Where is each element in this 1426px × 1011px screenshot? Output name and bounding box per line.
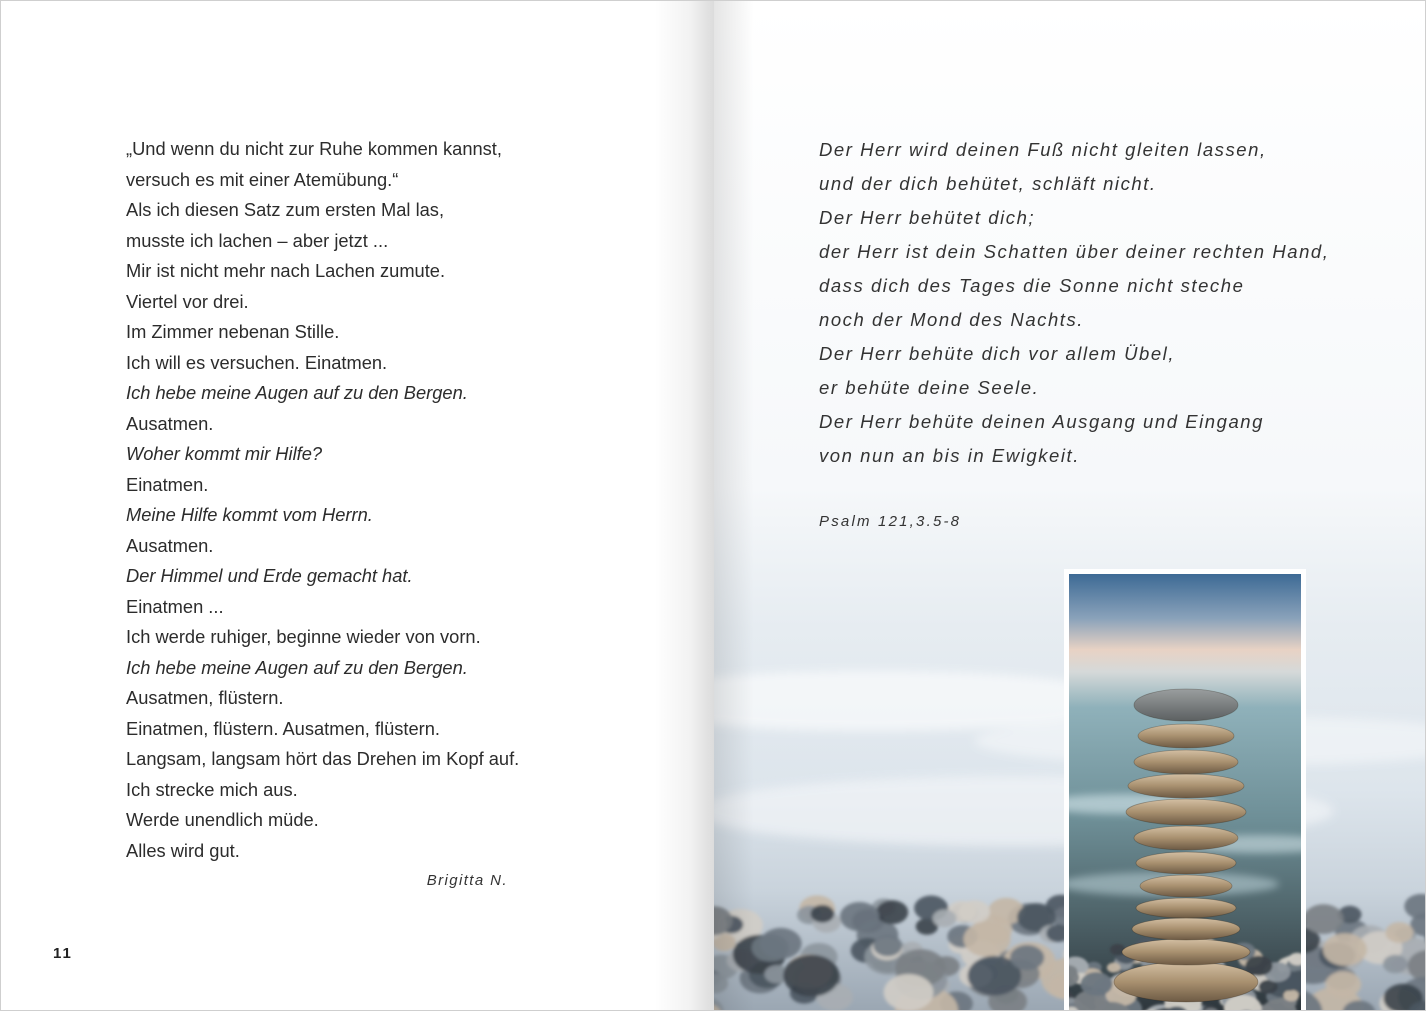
author-signature: Brigitta N.	[426, 872, 508, 889]
stacked-stones-photo-frame	[1064, 569, 1306, 1011]
poem-line: Werde unendlich müde.	[126, 809, 319, 830]
stacked-stones-photo	[1069, 574, 1301, 1011]
psalm-reference: Psalm 121,3.5-8	[819, 513, 962, 530]
page-number: 11	[53, 945, 73, 962]
stacked-stone	[1140, 875, 1232, 897]
psalm-line: noch der Mond des Nachts.	[819, 309, 1084, 330]
left-page	[1, 1, 714, 1011]
poem-line: Ich werde ruhiger, beginne wieder von vorn.	[126, 626, 481, 647]
psalm-line: der Herr ist dein Schatten über deiner rechten Hand,	[819, 241, 1330, 262]
stacked-stone	[1126, 799, 1246, 825]
poem-line: Einatmen.	[126, 473, 209, 495]
poem-line: Im Zimmer nebenan Stille.	[126, 321, 340, 342]
poem	[126, 134, 546, 866]
poem-line: Der Himmel und Erde gemacht hat.	[126, 565, 413, 586]
gutter-shadow	[654, 1, 714, 1011]
psalm-text	[819, 133, 1379, 473]
poem-line: Mir ist nicht mehr nach Lachen zumute.	[126, 260, 446, 281]
poem-line: „Und wenn du nicht zur Ruhe kommen kannst,	[126, 138, 502, 159]
poem-line: Langsam, langsam hört das Drehen im Kopf auf.	[126, 748, 520, 769]
poem-line: Ich will es versuchen. Einatmen.	[126, 351, 388, 373]
poem-line: Einatmen, flüstern. Ausatmen, flüstern.	[126, 717, 440, 739]
stacked-stone	[1132, 918, 1240, 940]
psalm-line: dass dich des Tages die Sonne nicht steche	[819, 275, 1245, 296]
psalm-line: er behüte deine Seele.	[819, 377, 1040, 398]
psalm-line: von nun an bis in Ewigkeit.	[819, 445, 1080, 466]
psalm-line: Der Herr behütet dich;	[819, 207, 1036, 228]
stacked-stone	[1134, 750, 1238, 774]
psalm-line: und der dich behütet, schläft nicht.	[819, 173, 1157, 194]
stacked-stone	[1128, 774, 1244, 798]
poem-line: Alles wird gut.	[126, 839, 240, 861]
poem-line: Als ich diesen Satz zum ersten Mal las,	[126, 199, 445, 220]
poem-line: Woher kommt mir Hilfe?	[126, 443, 323, 464]
right-page	[714, 1, 1426, 1011]
psalm-line: Der Herr behüte deinen Ausgang und Eingang	[819, 411, 1264, 432]
poem-line: Viertel vor drei.	[126, 290, 249, 312]
gutter-shadow-right	[714, 1, 754, 1011]
poem-line: Ich strecke mich aus.	[126, 778, 298, 800]
stacked-stone	[1114, 962, 1258, 1002]
stacked-stone	[1136, 852, 1236, 874]
psalm-line: Der Herr wird deinen Fuß nicht gleiten lassen,	[819, 139, 1267, 160]
poem-line: Ich hebe meine Augen auf zu den Bergen.	[126, 382, 468, 403]
stacked-stone	[1136, 898, 1236, 918]
poem-line: Einatmen ...	[126, 595, 224, 617]
stacked-stone	[1134, 826, 1238, 850]
psalm-line: Der Herr behüte dich vor allem Übel,	[819, 343, 1176, 364]
poem-line: Ausatmen, flüstern.	[126, 687, 284, 708]
stacked-stone	[1134, 689, 1238, 721]
poem-line: Ich hebe meine Augen auf zu den Bergen.	[126, 656, 468, 678]
poem-line: versuch es mit einer Atemübung.“	[126, 168, 399, 190]
poem-line: Meine Hilfe kommt vom Herrn.	[126, 504, 373, 525]
stacked-stone	[1122, 939, 1250, 965]
poem-line: Ausatmen.	[126, 412, 214, 434]
stacked-stone	[1138, 724, 1234, 748]
poem-line: musste ich lachen – aber jetzt ...	[126, 229, 389, 251]
poem-line: Ausatmen.	[126, 534, 214, 556]
